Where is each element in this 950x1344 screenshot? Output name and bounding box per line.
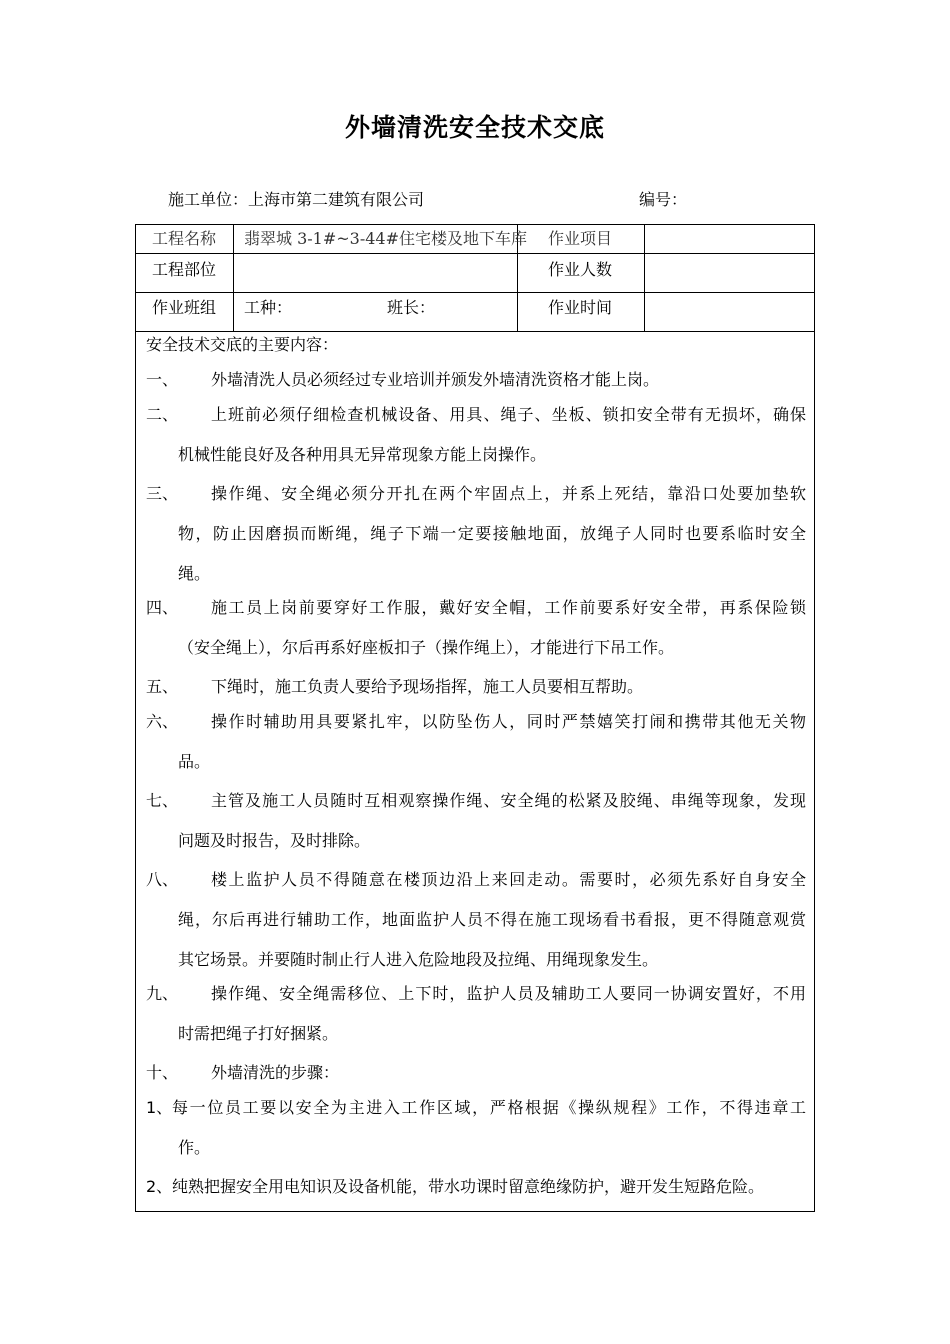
- row-divider: [136, 253, 814, 254]
- column-divider: [644, 225, 645, 331]
- column-divider: [233, 225, 234, 331]
- item-number: 二、: [146, 405, 179, 424]
- disclosure-form: [135, 224, 815, 1212]
- worker-count-label: 作业人数: [548, 260, 613, 279]
- trade-label: 工种：: [244, 298, 293, 317]
- item-number: 三、: [146, 484, 179, 503]
- item-line: 每一位员工要以安全为主进入工作区域，严格根据《操纵规程》工作，不得违章工: [172, 1098, 806, 1117]
- item-line: 操作绳、安全绳需移位、上下时，监护人员及辅助工人要同一协调安置好，不用: [211, 984, 806, 1003]
- work-item-label: 作业项目: [548, 229, 613, 248]
- item-number: 七、: [146, 791, 179, 810]
- item-line: 纯熟把握安全用电知识及设备机能，带水功课时留意绝缘防护，避开发生短路危险。: [172, 1177, 765, 1196]
- item-number: 一、: [146, 370, 179, 389]
- work-time-label: 作业时间: [548, 298, 613, 317]
- item-line: 上班前必须仔细检查机械设备、用具、绳子、坐板、锁扣安全带有无损坏，确保: [211, 405, 806, 424]
- row-divider: [136, 292, 814, 293]
- item-line: 绳。: [178, 564, 211, 583]
- project-name-label: 工程名称: [152, 229, 217, 248]
- item-line: 操作绳、安全绳必须分开扎在两个牢固点上，并系上死结，靠沿口处要加垫软: [211, 484, 806, 503]
- item-number: 四、: [146, 598, 179, 617]
- item-line: 外墙清洗人员必须经过专业培训并颁发外墙清洗资格才能上岗。: [211, 370, 660, 389]
- construction-unit: 施工单位：上海市第二建筑有限公司: [168, 190, 425, 209]
- content-heading: 安全技术交底的主要内容：: [146, 335, 339, 354]
- document-title: 外墙清洗安全技术交底: [344, 113, 605, 142]
- item-number: 五、: [146, 677, 179, 696]
- item-line: 问题及时报告，及时排除。: [178, 831, 371, 850]
- item-number: 十、: [146, 1063, 179, 1082]
- item-line: 下绳时，施工负责人要给予现场指挥，施工人员要相互帮助。: [211, 677, 644, 696]
- item-line: 楼上监护人员不得随意在楼顶边沿上来回走动。需要时，必须先系好自身安全: [211, 870, 806, 889]
- item-line: 操作时辅助用具要紧扎牢，以防坠伤人，同时严禁嬉笑打闹和携带其他无关物: [211, 712, 806, 731]
- project-name-value: 翡翠城 3-1#~3-44#住宅楼及地下车库: [244, 229, 528, 248]
- item-number: 2、: [146, 1177, 173, 1196]
- item-line: 时需把绳子打好捆紧。: [178, 1024, 339, 1043]
- item-number: 1、: [146, 1098, 173, 1117]
- team-label: 作业班组: [152, 298, 217, 317]
- project-part-label: 工程部位: [152, 260, 217, 279]
- item-line: 其它场景。并要随时制止行人进入危险地段及拉绳、用绳现象发生。: [178, 950, 659, 969]
- item-number: 六、: [146, 712, 179, 731]
- item-line: 外墙清洗的步骤：: [211, 1063, 340, 1082]
- item-line: 机械性能良好及各种用具无异常现象方能上岗操作。: [178, 445, 547, 464]
- leader-label: 班长：: [387, 298, 436, 317]
- item-line: （安全绳上），尔后再系好座板扣子（操作绳上），才能进行下吊工作。: [178, 638, 675, 657]
- item-line: 品。: [178, 752, 211, 771]
- item-number: 九、: [146, 984, 179, 1003]
- item-line: 施工员上岗前要穿好工作服，戴好安全帽，工作前要系好安全带，再系保险锁: [211, 598, 806, 617]
- item-number: 八、: [146, 870, 179, 889]
- item-line: 绳，尔后再进行辅助工作，地面监护人员不得在施工现场看书看报，更不得随意观赏: [178, 910, 806, 929]
- document-number-label: 编号：: [639, 190, 688, 209]
- item-line: 物，防止因磨损而断绳，绳子下端一定要接触地面，放绳子人同时也要系临时安全: [178, 524, 806, 543]
- row-divider: [136, 331, 814, 332]
- item-line: 主管及施工人员随时互相观察操作绳、安全绳的松紧及胶绳、串绳等现象，发现: [211, 791, 806, 810]
- item-line: 作。: [178, 1138, 211, 1157]
